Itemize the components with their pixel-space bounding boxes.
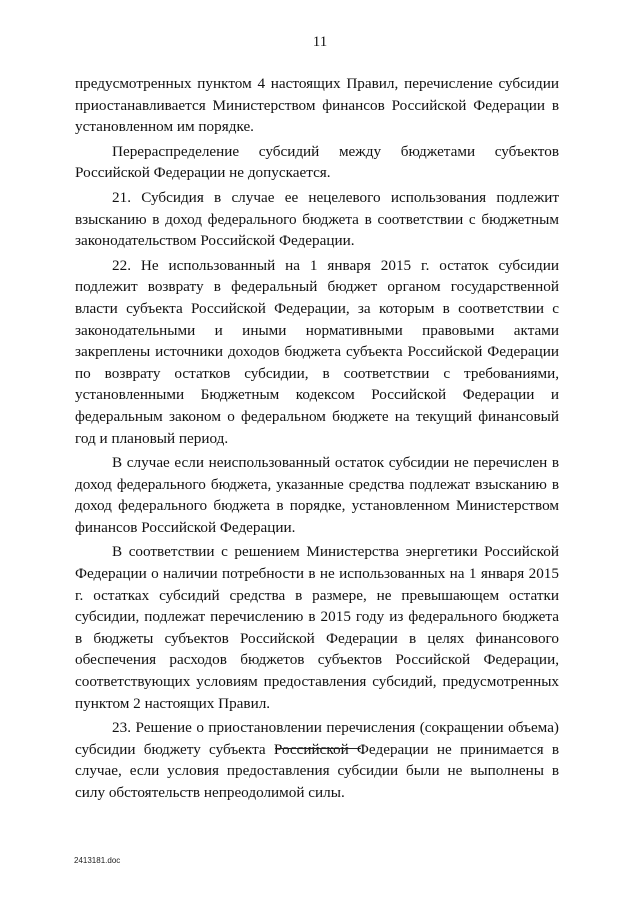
page-number: 11 [312,34,328,50]
paragraph-unspent-balance: В случае если неиспользованный остаток субсидии не перечислен в доход федерального бюджета, указанные средства подлежат взысканию в доход федерального бюджета в порядке, установленном Министерством финансов Российской Федерации. [75,454,559,536]
paragraph-redistribution: Перераспределение субсидий между бюджетами субъектов Российской Федерации не допускается. [75,142,559,182]
footer-document-reference: 2413181.doc [74,856,121,865]
paragraph-clause-23: 23. Решение о приостановлении перечисления (сокращении объема) субсидии бюджету субъекта Российской Федерации не принимается в случае, если условия предоставления субсидии были не выполнены в силу обстоятельств непреодолимой силы. [75,719,559,801]
end-rule-divider [275,748,361,749]
document-body [75,73,559,807]
paragraph-continuation: предусмотренных пунктом 4 настоящих Правил, перечисление субсидии приостанавливается Министерством финансов Российской Федерации в установленном им порядке. [75,75,559,136]
paragraph-clause-22: 22. Не использованный на 1 января 2015 г. остаток субсидии подлежит возврату в федеральный бюджет органом государственной власти субъекта Российской Федерации, за которым в соответствии с законодательными и иными нормативными правовыми актами закреплены источники доходов бюджета субъекта Российской Федерации по возврату остатков субсидии, в соответствии с требованиями, установленными Бюджетным кодексом Российской Федерации и федеральным законом о федеральном бюджете на текущий финансовый год и плановый период. [75,256,559,447]
paragraph-clause-21: 21. Субсидия в случае ее нецелевого использования подлежит взысканию в доход федерального бюджета в соответствии с бюджетным законодательством Российской Федерации. [75,188,559,250]
paragraph-ministry-decision: В соответствии с решением Министерства энергетики Российской Федерации о наличии потребности в не использованных на 1 января 2015 г. остатках субсидий средства в размере, не превышающем остатки субсидии, подлежат перечислению в 2015 году из федерального бюджета в бюджеты субъектов Российской Федерации в целях финансового обеспечения расходов бюджетов субъектов Российской Федерации, соответствующих условиям предоставления субсидий, предусмотренных пунктом 2 настоящих Правил. [75,543,559,712]
